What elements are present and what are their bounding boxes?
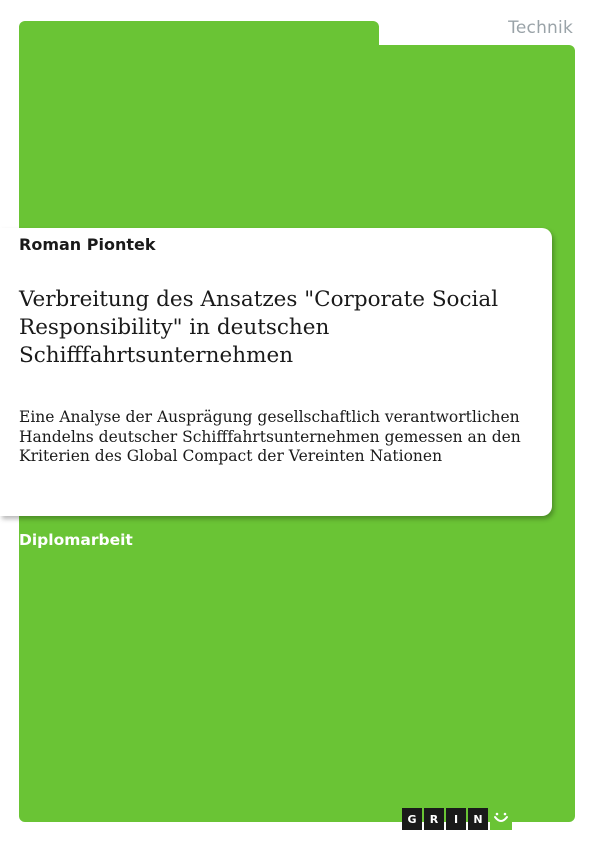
document-type: Diplomarbeit [19, 531, 133, 549]
grin-letter-g: G [402, 808, 422, 830]
grin-letter-r: R [424, 808, 444, 830]
category-label: Technik [508, 18, 573, 38]
grin-letter-i: I [446, 808, 466, 830]
author-name: Roman Piontek [19, 235, 156, 254]
grin-letter-n: N [468, 808, 488, 830]
book-subtitle: Eine Analyse der Ausprägung gesellschaftlich verantwortlichen Handelns deutscher Schifffahrtsunternehmen gemessen an den Kriterien des Global Compact der Vereinten Nationen [19, 408, 521, 465]
grin-logo [402, 808, 512, 830]
title-card [0, 228, 552, 516]
smile-icon [490, 808, 512, 830]
book-title: Verbreitung des Ansatzes "Corporate Social Responsibility" in deutschen Schifffahrtsunternehmen [19, 287, 499, 368]
